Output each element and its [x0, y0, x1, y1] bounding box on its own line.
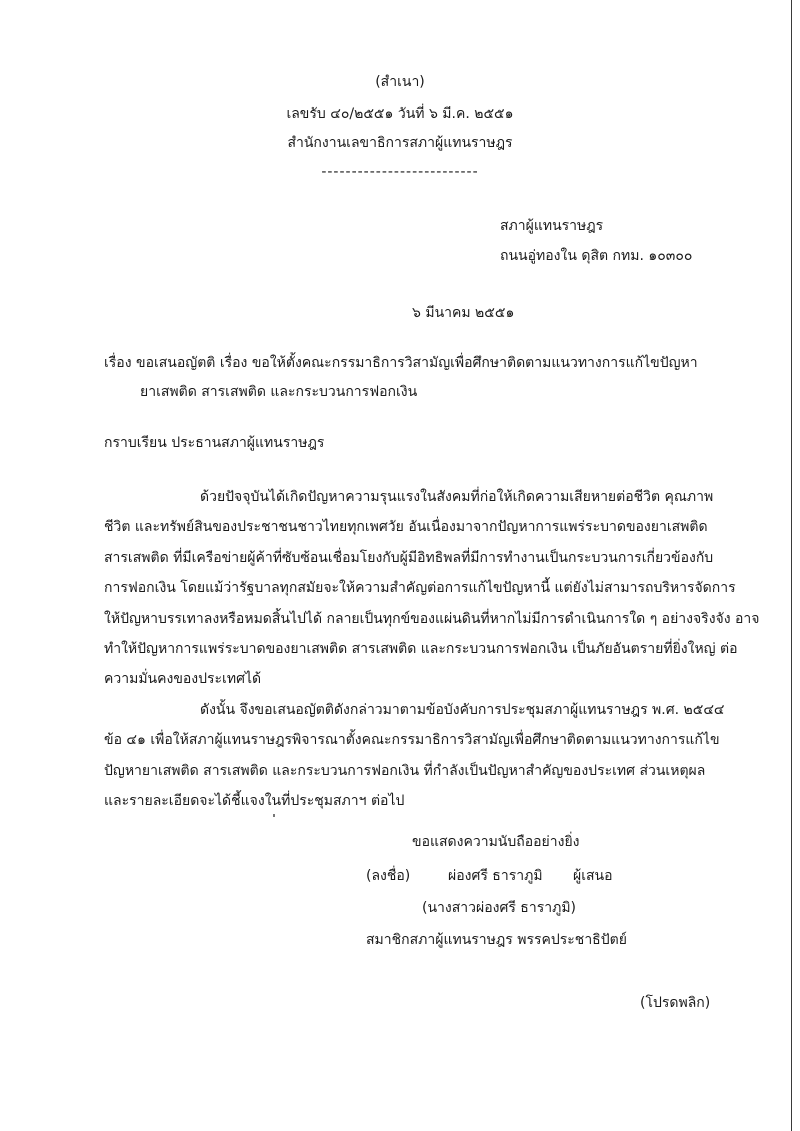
paragraph2-line: ปัญหายาเสพติด สารเสพติด และกระบวนการฟอกเงิน ที่กำลังเป็นปัญหาสำคัญของประเทศ ส่วนเหตุผล — [104, 763, 706, 779]
header-divider: -------------------------- — [321, 164, 479, 180]
paragraph2-line: ข้อ ๔๑ เพื่อให้สภาผู้แทนราษฎรพิจารณาตั้งคณะกรรมาธิการวิสามัญเพื่อศึกษาติดตามแนวทางการแก้ไข — [104, 732, 720, 748]
paragraph1-line: การฟอกเงิน โดยแม้ว่ารัฐบาลทุกสมัยจะให้ความสำคัญต่อการแก้ไขปัญหานี้ แต่ยังไม่สามารถบริหารจัดการ — [104, 580, 736, 596]
paragraph1-line: ทำให้ปัญหาการแพร่ระบาดของยาเสพติด สารเสพติด และกระบวนการฟอกเงิน เป็นภัยอันตรายที่ยิ่งใหญ่ ต่อ — [104, 641, 738, 657]
address-line-1: สภาผู้แทนราษฎร — [500, 218, 604, 234]
closing-regards: ขอแสดงความนับถืออย่างยิ่ง — [412, 834, 580, 850]
copy-note: (สำเนา) — [375, 74, 425, 90]
paragraph1-line: ความมั่นคงของประเทศได้ — [104, 671, 262, 687]
letter-date: ๖ มีนาคม ๒๕๕๑ — [412, 305, 515, 321]
paragraph1-line: ด้วยปัจจุบันได้เกิดปัญหาความรุนแรงในสังคมที่ก่อให้เกิดความเสียหายต่อชีวิต คุณภาพ — [200, 489, 714, 505]
signer-position: สมาชิกสภาผู้แทนราษฎร พรรคประชาธิปัตย์ — [366, 932, 627, 948]
subject-line-2: ยาเสพติด สารเสพติด และกระบวนการฟอกเงิน — [140, 384, 418, 400]
subject-line-1: เรื่อง ขอเสนอญัตติ เรื่อง ขอให้ตั้งคณะกรรมาธิการวิสามัญเพื่อศึกษาติดตามแนวทางการแก้ไขปัญหา — [104, 355, 698, 371]
address-line-2: ถนนอู่ทองใน ดุสิต กทม. ๑๐๓๐๐ — [500, 248, 693, 264]
proposer-label: ผู้เสนอ — [573, 868, 613, 884]
signed-label: (ลงชื่อ) — [366, 868, 411, 884]
scan-edge-line — [791, 0, 792, 1131]
paragraph2-line: ดังนั้น จึงขอเสนอญัตติดังกล่าวมาตามข้อบังคับการประชุมสภาผู้แทนราษฎร พ.ศ. ๒๕๔๔ — [200, 702, 725, 718]
signer-name: ผ่องศรี ธาราภูมิ — [448, 868, 543, 884]
paragraph1-line: ชีวิต และทรัพย์สินของประชาชนชาวไทยทุกเพศวัย อันเนื่องมาจากปัญหาการแพร่ระบาดของยาเสพติด — [104, 519, 708, 535]
turn-page-note: (โปรดพลิก) — [640, 995, 711, 1011]
receipt-number: เลขรับ ๔๐/๒๕๕๑ วันที่ ๖ มี.ค. ๒๕๕๑ — [286, 106, 514, 122]
paragraph1-line: สารเสพติด ที่มีเครือข่ายผู้ค้าที่ซับซ้อนเชื่อมโยงกับผู้มีอิทธิพลที่มีการทำงานเป็นกระบวนการเกี่ยวข้องกับ — [104, 550, 714, 566]
scan-speck — [273, 814, 275, 817]
signer-full-name: (นางสาวผ่องศรี ธาราภูมิ) — [422, 900, 577, 916]
secretariat-office: สำนักงานเลขาธิการสภาผู้แทนราษฎร — [287, 135, 513, 151]
salutation: กราบเรียน ประธานสภาผู้แทนราษฎร — [104, 435, 325, 451]
paragraph1-line: ให้ปัญหาบรรเทาลงหรือหมดสิ้นไปได้ กลายเป็นทุกข์ของแผ่นดินที่หากไม่มีการดำเนินการใด ๆ อย่างจริงจัง อาจ — [104, 611, 760, 627]
paragraph2-line: และรายละเอียดจะได้ชี้แจงในที่ประชุมสภาฯ ต่อไป — [104, 793, 405, 809]
